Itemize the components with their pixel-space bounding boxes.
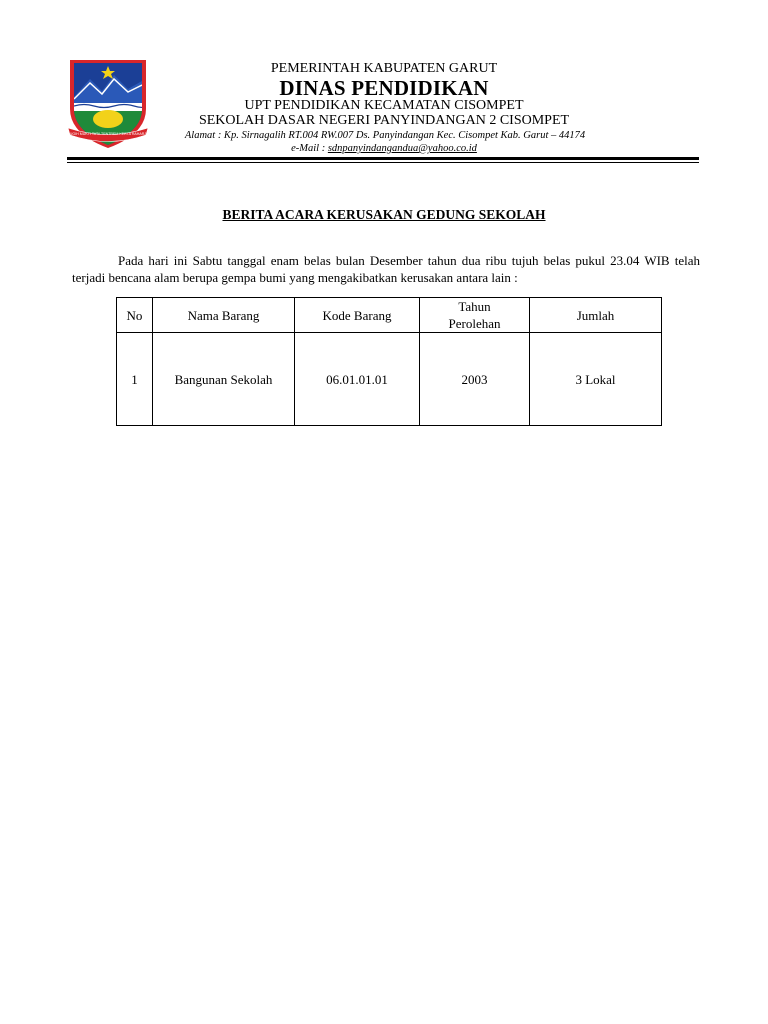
table-row — [117, 333, 662, 426]
header-year-line2: Perolehan — [448, 316, 501, 331]
cell-item-name: Bangunan Sekolah — [153, 333, 295, 426]
email-link[interactable]: sdnpanyindangandua@yahoo.co.id — [327, 143, 477, 154]
logo-banner-text: SUGIH MUKTI TATA TENTREM KERTA RAHARJA — [67, 132, 149, 136]
header-year-line1: Tahun — [458, 299, 491, 314]
table-header-row — [117, 298, 662, 333]
letterhead-divider-thin — [67, 162, 699, 163]
agency-name: DINAS PENDIDIKAN — [279, 76, 489, 100]
school-address: Alamat : Kp. Sirnagalih RT.004 RW.007 Ds. Panyindangan Kec. Cisompet Kab. Garut – 44174 — [184, 130, 586, 141]
cell-no: 1 — [117, 333, 153, 426]
header-no: No — [117, 298, 153, 333]
email-label: e-Mail : — [291, 143, 328, 154]
cell-acquisition-year: 2003 — [420, 333, 530, 426]
school-email-line — [0, 143, 768, 154]
header-item-code: Kode Barang — [295, 298, 420, 333]
header-item-name: Nama Barang — [153, 298, 295, 333]
upt-name: UPT PENDIDIKAN KECAMATAN CISOMPET — [244, 98, 524, 113]
school-name: SEKOLAH DASAR NEGERI PANYINDANGAN 2 CISOMPET — [198, 113, 570, 128]
damage-table — [116, 297, 662, 426]
cell-quantity: 3 Lokal — [530, 333, 662, 426]
header-quantity: Jumlah — [530, 298, 662, 333]
header-acquisition-year — [420, 298, 530, 333]
document-title: BERITA ACARA KERUSAKAN GEDUNG SEKOLAH — [222, 207, 546, 222]
government-name: PEMERINTAH KABUPATEN GARUT — [270, 61, 498, 76]
letterhead-divider-thick — [67, 157, 699, 160]
opening-paragraph: Pada hari ini Sabtu tanggal enam belas bulan Desember tahun dua ribu tujuh belas pukul 23.04 WIB telah terjadi bencana alam berupa gempa bumi yang mengakibatkan kerusakan antara lain : — [72, 253, 700, 285]
cell-item-code: 06.01.01.01 — [295, 333, 420, 426]
